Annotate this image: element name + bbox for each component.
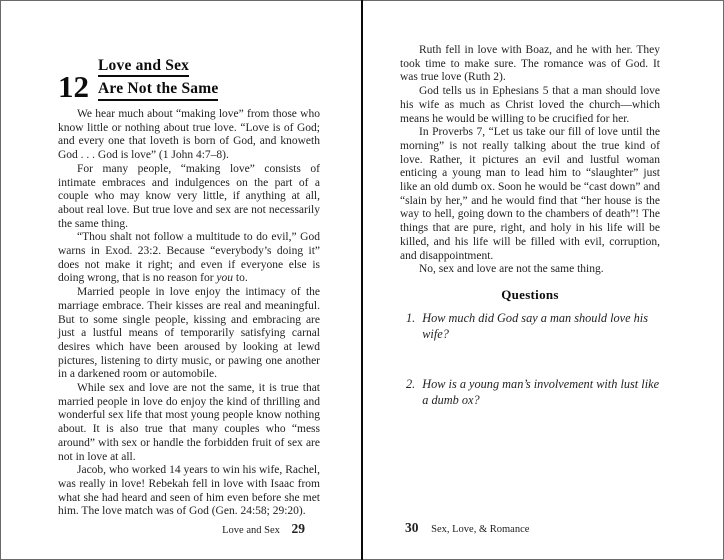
left-page-number: 29 <box>291 521 305 536</box>
text-run: No, sex and love are not the same thing. <box>419 263 604 276</box>
text-run: In Proverbs 7, “Let us take our fill of love until the morning” is not really talking about the true kind of love. Rather, it pictures an evil and lustful woman enticing a young man to lead him to “slaughter” just like an old dumb ox. Soon he would be “cast down” and “slain by her,” and he would find that “her house is the way to hell, going down to the chambers of death”! The things that are pure, right, and holy in his life will be killed, and his life will be filled with evil, corruption, and disappointment. <box>400 126 660 262</box>
question-item <box>406 377 660 408</box>
right-page-footer <box>405 520 529 536</box>
text-run: to. <box>233 272 248 285</box>
question-text: How much did God say a man should love his wife? <box>422 311 649 341</box>
chapter-number: 12 <box>58 68 89 104</box>
right-page-number: 30 <box>405 520 419 535</box>
chapter-title <box>98 58 218 101</box>
questions-list <box>400 311 660 408</box>
left-page-footer <box>58 521 305 537</box>
paragraph <box>58 286 320 382</box>
question-number: 1. <box>406 311 416 325</box>
text-run: “Thou shalt not follow a multitude to do evil,” God warns in Exod. 23:2. Because “everybody’s doing it” does not make it right; and even if everyone else is doing wrong, that is no reason for <box>58 231 320 285</box>
chapter-title-line1: Love and Sex <box>98 58 189 77</box>
paragraph <box>58 382 320 464</box>
questions-heading: Questions <box>501 287 559 302</box>
page-divider <box>361 0 363 560</box>
chapter-title-line2: Are Not the Same <box>98 81 218 100</box>
paragraph <box>400 44 660 85</box>
text-run: Married people in love enjoy the intimacy of the marriage embrace. Their kisses are real and meaningful. But to some single people, kissing and embracing are just a lustful means of temporarily satisfying carnal desires which have been aroused by looking at lewd pictures, listening to dirty music, or pawing one another in a darkened room or automobile. <box>58 286 320 381</box>
right-page-body <box>400 44 660 277</box>
text-run: We hear much about “making love” from those who know little or nothing about true love. “Love is of God; and every one that loveth is born of God, and knoweth God . . . God is love” (1 John 4:7–8). <box>58 108 320 162</box>
book-title: Sex, Love, & Romance <box>431 524 530 535</box>
paragraph <box>400 85 660 126</box>
question-text: How is a young man’s involvement with lust like a dumb ox? <box>422 377 660 407</box>
paragraph <box>58 231 320 286</box>
paragraph <box>400 126 660 263</box>
chapter-heading <box>58 57 219 104</box>
text-run: For many people, “making love” consists of intimate embraces and indulgences on the part of a couple who may know very little, if anything at all, about real love. But true love and sex are not necessarily the same thing. <box>58 162 320 230</box>
question-item <box>406 311 660 342</box>
questions-section <box>400 287 660 408</box>
text-run: God tells us in Ephesians 5 that a man should love his wife as much as Christ loved the church—which means he would be willing to be crucified for her. <box>400 85 660 125</box>
paragraph <box>58 108 320 163</box>
paragraph <box>58 163 320 232</box>
text-run: Ruth fell in love with Boaz, and he with her. They took time to make sure. The romance was of God. It was true love (Ruth 2). <box>400 44 660 84</box>
left-page-body <box>58 108 320 519</box>
paragraph <box>58 464 320 519</box>
emphasized-text: you <box>216 272 234 285</box>
paragraph <box>400 263 660 277</box>
question-number: 2. <box>406 377 416 391</box>
text-run: While sex and love are not the same, it is true that married people in love do enjoy the kind of thrilling and wonderful sex life that most young people know nothing about. It is also true that many couples who “mess around” with sex or handle the forbidden fruit of sex are not in love at all. <box>58 382 320 463</box>
text-run: Jacob, who worked 14 years to win his wife, Rachel, was really in love! Rebekah fell in love with Isaac from what she had heard and seen of him even before she met him. The love match was of God (Gen. 24:58; 29:20). <box>58 464 320 518</box>
running-title: Love and Sex <box>222 525 280 536</box>
